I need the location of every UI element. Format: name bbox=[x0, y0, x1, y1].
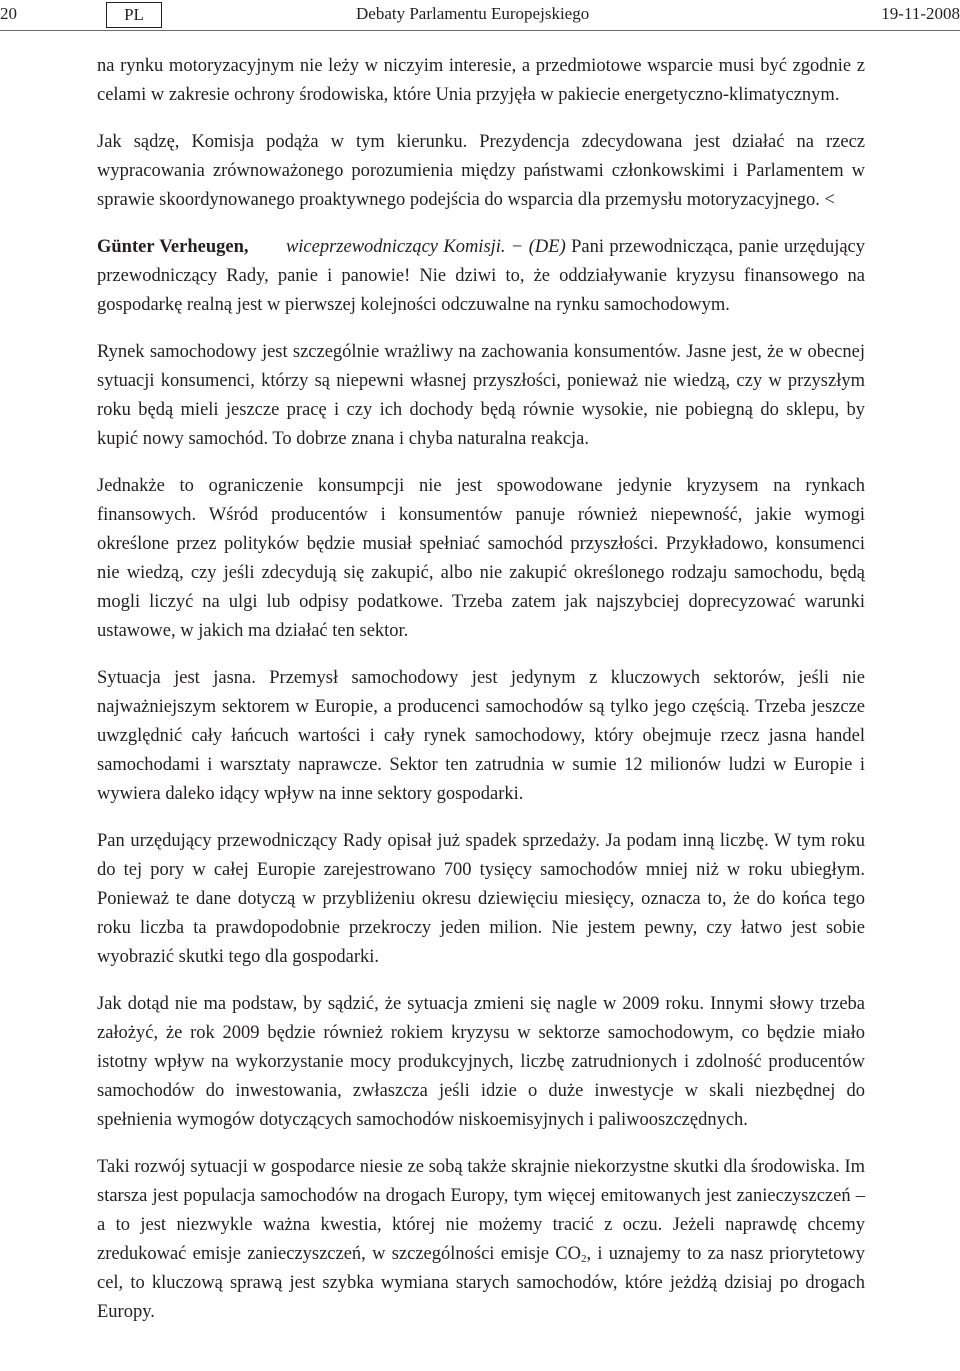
page-header bbox=[0, 0, 960, 31]
speech-text: Pani przewodnicząca, panie urzędujący przewodniczący Rady, panie i panowie! Nie dziwi to, że oddziaływanie kryzysu finansowego na gospodarkę realną jest w pierwszej kolejności odczuwalne na rynku samochodowym. bbox=[97, 237, 866, 315]
speaker-name: Günter Verheugen, bbox=[97, 237, 249, 257]
paragraph: Rynek samochodowy jest szczególnie wrażliwy na zachowania konsumentów. Jasne jest, że w obecnej sytuacji konsumenci, którzy są niepewni własnej przyszłości, ponieważ nie wiedzą, czy w przyszłym roku będą mieli jeszcze pracę i czy ich dochody będą równie wysokie, nie pobiegną do sklepu, by kupić nowy samochód. To dobrze znana i chyba naturalna reakcja. bbox=[97, 342, 865, 449]
paragraph: Jak sądzę, Komisja podąża w tym kierunku. Prezydencja zdecydowana jest działać na rzecz wypracowania zrównoważonego porozumienia między państwami członkowskimi i Parlamentem w sprawie skoordynowanego proaktywnego podejścia do wsparcia dla przemysłu motoryzacyjnego. < bbox=[97, 132, 865, 210]
paragraph: Jednakże to ograniczenie konsumpcji nie jest spowodowane jedynie kryzysem na rynkach finansowych. Wśród producentów i konsumentów panuje również niepewność, jakie wymogi określone przez polityków będzie musiał spełniać samochód przyszłości. Przykładowo, konsumenci nie wiedzą, czy jeśli zdecydują się zakupić, albo nie zakupić określonego rodzaju samochodu, będą mogli liczyć na ulgi lub odpisy podatkowe. Trzeba zatem jak najszybciej doprecyzować warunki ustawowe, w jakich ma działać ten sektor. bbox=[97, 476, 865, 641]
paragraph bbox=[97, 1153, 865, 1327]
publication-title: Debaty Parlamentu Europejskiego bbox=[356, 4, 590, 23]
publication-date: 19-11-2008 bbox=[881, 4, 960, 23]
paragraph-text: Taki rozwój sytuacji w gospodarce niesie ze sobą także skrajnie niekorzystne skutki dla środowiska. Im starsza jest populacja samochodów na drogach Europy, tym więcej emitowanych jest zanieczyszczeń – a to jest niezwykle ważna kwestia, której nie możemy tracić z oczu. Jeżeli naprawdę chcemy zredukować emisje zanieczyszczeń, w szczególności emisje CO bbox=[97, 1157, 865, 1264]
language-tag: − (DE) bbox=[510, 237, 566, 257]
language-badge: PL bbox=[106, 2, 162, 28]
document-body bbox=[97, 52, 865, 1345]
speech-intro-paragraph bbox=[97, 233, 865, 320]
paragraph: Pan urzędujący przewodniczący Rady opisał już spadek sprzedaży. Ja podam inną liczbę. W tym roku do tej pory w całej Europie zarejestrowano 700 tysięcy samochodów mniej niż w roku ubiegłym. Ponieważ te dane dotyczą w przybliżeniu okresu dziewięciu miesięcy, oznacza to, że do końca tego roku liczba ta prawdopodobnie przekroczy jeden milion. Nie jestem pewny, czy łatwo jest sobie wyobrazić skutki tego dla gospodarki. bbox=[97, 831, 865, 967]
paragraph: na rynku motoryzacyjnym nie leży w niczyim interesie, a przedmiotowe wsparcie musi być zgodnie z celami w zakresie ochrony środowiska, które Unia przyjęła w pakiecie energetyczno-klimatycznym. bbox=[97, 56, 865, 105]
paragraph: Sytuacja jest jasna. Przemysł samochodowy jest jedynym z kluczowych sektorów, jeśli nie najważniejszym sektorem w Europie, a producenci samochodów są tylko jego częścią. Trzeba jeszcze uwzględnić cały łańcuch wartości i cały rynek samochodowy, który obejmuje rzecz jasna handel samochodami i warsztaty naprawcze. Sektor ten zatrudnia w sumie 12 milionów ludzi w Europie i wywiera daleko idący wpływ na inne sektory gospodarki. bbox=[97, 668, 865, 804]
paragraph: Jak dotąd nie ma podstaw, by sądzić, że sytuacja zmieni się nagle w 2009 roku. Innymi słowy trzeba założyć, że rok 2009 będzie również rokiem kryzysu w sektorze samochodowym, co będzie miało istotny wpływ na wykorzystanie mocy produkcyjnych, liczbę zatrudnionych i zdolność producentów samochodów do inwestowania, zwłaszcza jeśli idzie o duże inwestycje w skali niezbędnej do spełnienia wymogów dotyczących samochodów niskoemisyjnych i paliwooszczędnych. bbox=[97, 994, 865, 1130]
paragraph-text: , i uznajemy to za nasz priorytetowy cel, to kluczową sprawą jest szybka wymiana starych samochodów, które jeżdżą dzisiaj po drogach Europy. bbox=[97, 1244, 865, 1322]
subscript: 2 bbox=[580, 1253, 587, 1265]
page-number: 20 bbox=[0, 4, 17, 23]
speaker-role: wiceprzewodniczący Komisji. bbox=[285, 237, 506, 257]
